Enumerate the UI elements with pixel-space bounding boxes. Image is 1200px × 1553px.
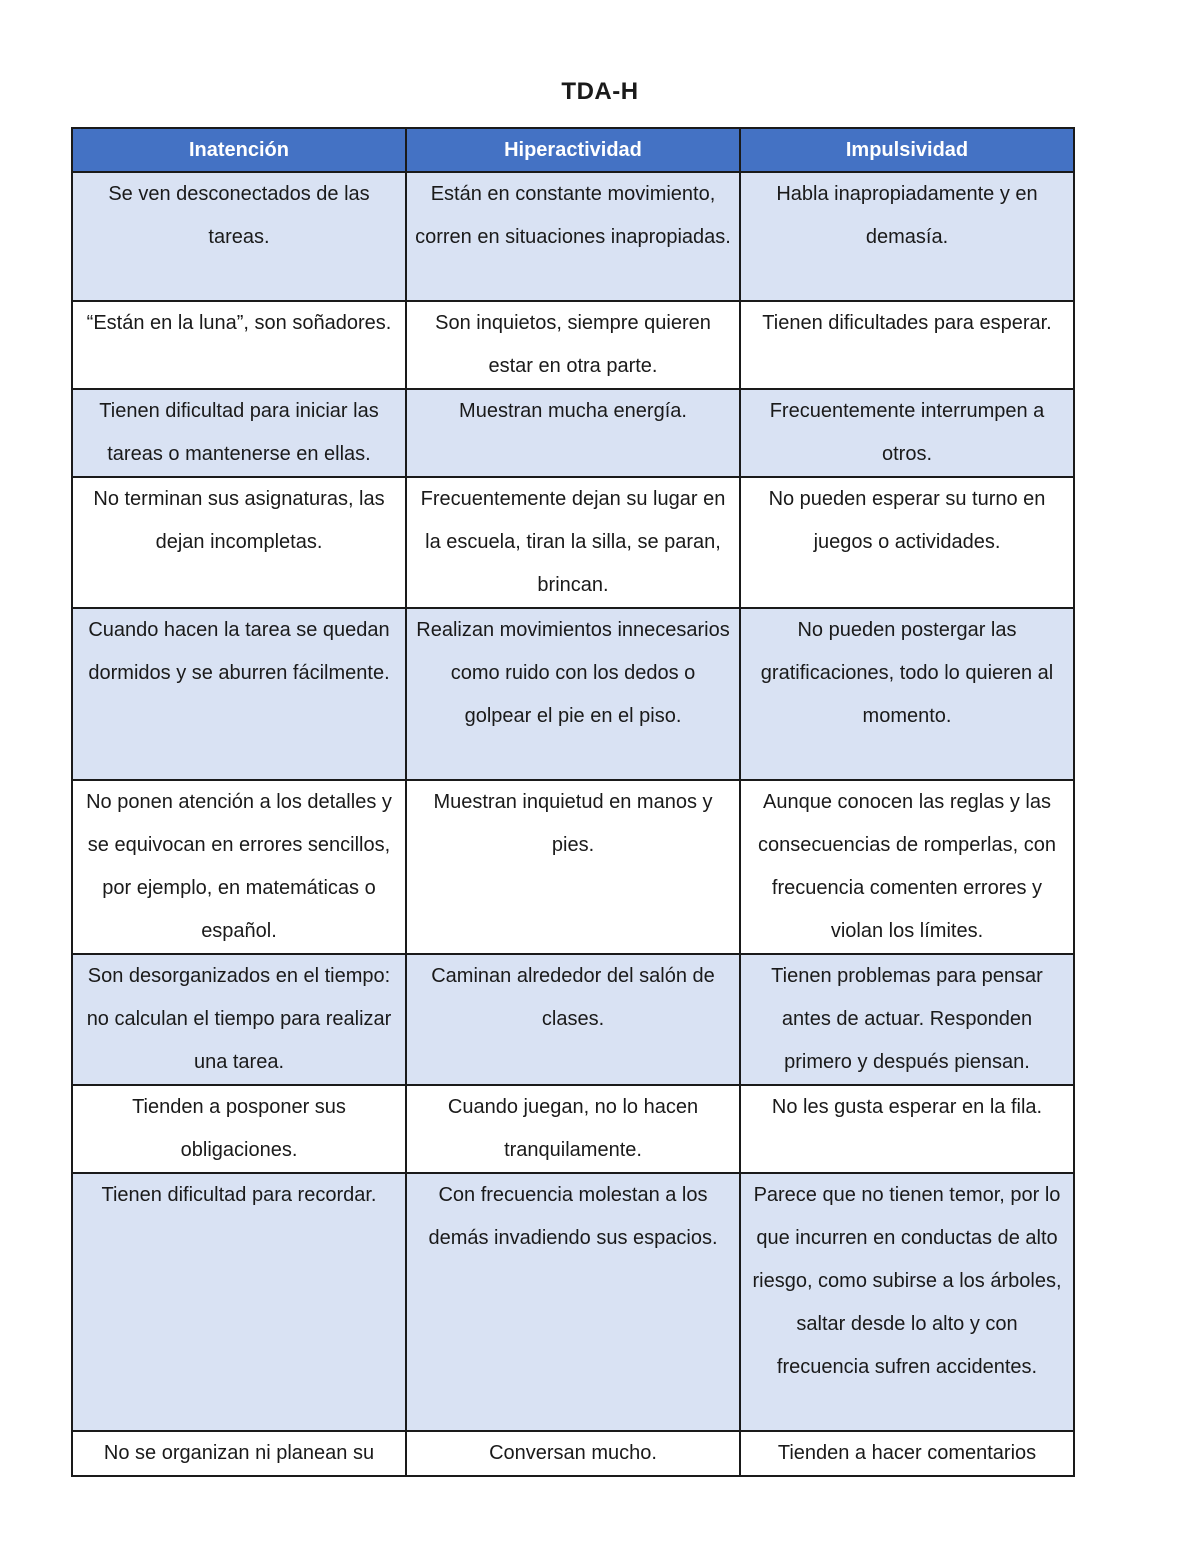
table-cell: Muestran mucha energía. xyxy=(406,389,740,477)
document-title: TDA-H xyxy=(561,78,639,105)
table-cell: Frecuentemente interrumpen a otros. xyxy=(740,389,1074,477)
table-cell: Tienen dificultad para iniciar las tareas o mantenerse en ellas. xyxy=(72,389,406,477)
table-cell: Cuando hacen la tarea se quedan dormidos y se aburren fácilmente. xyxy=(72,608,406,780)
table-row xyxy=(72,172,1074,301)
table-cell: Habla inapropiadamente y en demasía. xyxy=(740,172,1074,301)
table-row xyxy=(72,389,1074,477)
table-cell: Caminan alrededor del salón de clases. xyxy=(406,954,740,1085)
table-cell: Son desorganizados en el tiempo: no calculan el tiempo para realizar una tarea. xyxy=(72,954,406,1085)
header-row xyxy=(72,128,1074,172)
table-cell: Con frecuencia molestan a los demás invadiendo sus espacios. xyxy=(406,1173,740,1431)
table-cell: No pueden esperar su turno en juegos o actividades. xyxy=(740,477,1074,608)
table-cell: Tienden a posponer sus obligaciones. xyxy=(72,1085,406,1173)
table-cell: Parece que no tienen temor, por lo que incurren en conductas de alto riesgo, como subirse a los árboles, saltar desde lo alto y con frecuencia sufren accidentes. xyxy=(740,1173,1074,1431)
table-cell: No les gusta esperar en la fila. xyxy=(740,1085,1074,1173)
table-cell: Aunque conocen las reglas y las consecuencias de romperlas, con frecuencia comenten errores y violan los límites. xyxy=(740,780,1074,954)
table-row xyxy=(72,954,1074,1085)
header-impulsividad: Impulsividad xyxy=(740,128,1074,172)
table-cell: Están en constante movimiento, corren en situaciones inapropiadas. xyxy=(406,172,740,301)
table-row xyxy=(72,301,1074,389)
header-inatencion: Inatención xyxy=(72,128,406,172)
table-cell: Tienen problemas para pensar antes de actuar. Responden primero y después piensan. xyxy=(740,954,1074,1085)
table-cell: No terminan sus asignaturas, las dejan incompletas. xyxy=(72,477,406,608)
table-cell: Se ven desconectados de las tareas. xyxy=(72,172,406,301)
header-hiperactividad: Hiperactividad xyxy=(406,128,740,172)
table-row xyxy=(72,780,1074,954)
table-cell: Tienen dificultades para esperar. xyxy=(740,301,1074,389)
table-cell: Conversan mucho. xyxy=(406,1431,740,1476)
table-cell: Tienen dificultad para recordar. xyxy=(72,1173,406,1431)
table-cell: No pueden postergar las gratificaciones, todo lo quieren al momento. xyxy=(740,608,1074,780)
tdah-table xyxy=(71,127,1075,1477)
table-cell: “Están en la luna”, son soñadores. xyxy=(72,301,406,389)
table-cell: Realizan movimientos innecesarios como ruido con los dedos o golpear el pie en el piso. xyxy=(406,608,740,780)
table-cell: Cuando juegan, no lo hacen tranquilamente. xyxy=(406,1085,740,1173)
table-row xyxy=(72,608,1074,780)
table-cell: No ponen atención a los detalles y se equivocan en errores sencillos, por ejemplo, en matemáticas o español. xyxy=(72,780,406,954)
table-row xyxy=(72,1085,1074,1173)
table-cell: Frecuentemente dejan su lugar en la escuela, tiran la silla, se paran, brincan. xyxy=(406,477,740,608)
table-cell: Son inquietos, siempre quieren estar en otra parte. xyxy=(406,301,740,389)
table-row xyxy=(72,1173,1074,1431)
table-cell: No se organizan ni planean su xyxy=(72,1431,406,1476)
table-row xyxy=(72,477,1074,608)
table-cell: Muestran inquietud en manos y pies. xyxy=(406,780,740,954)
table-cell: Tienden a hacer comentarios xyxy=(740,1431,1074,1476)
table-row xyxy=(72,1431,1074,1476)
